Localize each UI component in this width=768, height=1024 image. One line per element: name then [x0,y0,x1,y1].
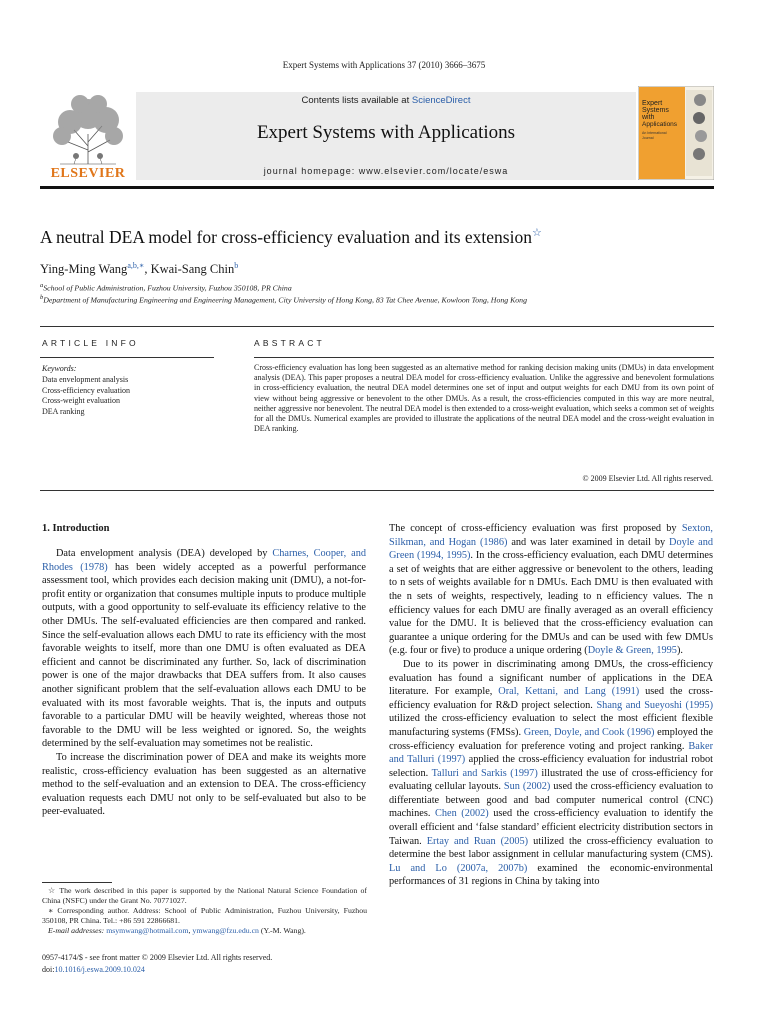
journal-title-band [136,92,636,180]
email-link[interactable]: ymwang@fzu.edu.cn [192,926,259,935]
journal-title: Expert Systems with Applications [256,122,516,143]
journal-cover-thumbnail [638,86,714,180]
citation-link[interactable]: Baker and Talluri (1997) [389,740,713,766]
text-run: ). [676,645,683,657]
text-run: Corresponding author. Address: School of Public Administration, Fuzhou University, Fuzhou 350108, PR China. Tel.: +86 591 22866681. [42,906,367,925]
cover-sub1: An International [642,131,667,135]
text-run: utilized the cross-efficiency evaluation to determine the best labor assignment in cellular manufacturing system (CMS). [389,835,714,861]
keyword: Cross-efficiency evaluation [42,385,131,395]
text-run: used the cross-efficiency evaluation to differentiate between good and bad computer numerical control (CNC) machines. [389,781,713,820]
text-run: The concept of cross-efficiency evaluation was first proposed by [389,523,682,534]
text-run: The work described in this paper is supported by the National Natural Science Foundation of China (NSFC) under the Grant No. 70771027. [42,886,367,905]
citation-link[interactable]: Doyle and Green (1994, 1995) [389,536,713,562]
abstract-rule [254,357,714,358]
author-name: Ying-Ming Wang [40,262,128,277]
doi-label: doi: [42,965,55,974]
citation-link[interactable]: Charnes, Cooper, and Rhodes (1978) [42,548,366,573]
citation-link[interactable]: Shang and Sueyoshi (1995) [596,699,714,711]
footnote-mark: ∗ [48,906,54,915]
paragraph: To increase the discrimination power of DEA and make its weights more realistic, cross-efficiency evaluation has been suggested as an alternative method to the self-evaluation and an extension to DEA. The cross-efficiency evaluation requests each DMU not only to be self-evaluated but also to be peer-evaluated. [42,751,366,818]
author-affiliation-marks[interactable]: a,b,∗ [127,261,145,270]
text-run: has been widely accepted as a powerful performance assessment tool, which provides each decision making unit (DMU), a not-for-profit entity or organization that consumes multiple inputs to produce multiple outputs, with a good opportunity to self-evaluate its efficiency relative to the other DMUs. The self-evaluated efficiencies are then compared and ranked. Since the self-evaluation allows each DMU to rate its efficiency with the most favorable weights to itself, more than one DMU is often evaluated as DEA efficient and cannot be discriminated any further. So, lack of discrimination power is one of the major drawbacks that DEA suffers from. It also causes another significant problem that the self-evaluation allows each DMU to be evaluated with its most favorable weights. That is, the inputs and outputs favorable to a particular DMU will be heavily weighted, whereas those not favorable to the DMU will be less weighted or ignored. So, the weights determined by the self-evaluation may sometimes not be realistic. [42,561,366,750]
text-run: used the cross-efficiency evaluation to identify the overall efficient and ‘false standard’ efficient electricity distribution sectors in Taiwan. [389,808,713,847]
keyword: Data envelopment analysis [42,375,129,384]
email-label: E-mail addresses: [48,926,105,935]
footnote-mark: ☆ [48,886,57,895]
cover-line3: with [642,114,655,121]
doi-line [42,965,145,974]
paragraph [389,658,713,889]
abstract-heading: ABSTRACT [254,338,325,348]
affiliation-b [40,294,527,305]
publisher-logo-text: ELSEVIER [50,166,126,181]
journal-cover-image [638,86,714,180]
footnote-funding [42,886,367,906]
issn-line: 0957-4174/$ - see front matter © 2009 Elsevier Ltd. All rights reserved. [42,953,273,962]
author-list [40,261,238,277]
affiliation-mark: b [40,294,44,301]
section-heading-introduction: 1. Introduction [42,523,110,534]
footnote-email [42,926,367,936]
citation-link[interactable]: Talluri and Sarkis (1997) [431,767,538,779]
article-info-heading: ARTICLE INFO [42,338,139,348]
text-run: , [188,926,193,935]
citation-link[interactable]: Green, Doyle, and Cook (1996) [523,726,655,738]
cover-line1: Expert [642,100,663,107]
author-name: Kwai-Sang Chin [150,262,235,277]
cover-line4: Applications [642,121,678,128]
text-run: utilized the cross-efficiency evaluation to select the most efficient flexible manufacturing systems (FMSs). [389,713,713,738]
article-title [40,226,542,248]
keywords-label: Keywords: [42,364,77,373]
text-run: Due to its power in discriminating among DMUs, the cross-efficiency evaluation has found a significant number of applications in the DEA literature. For example, [389,658,713,698]
citation-link[interactable]: Chen (2002) [435,808,489,820]
article-title-text: A neutral DEA model for cross-efficiency evaluation and its extension [40,226,532,247]
citation-link[interactable]: Sexton, Silkman, and Hogan (1986) [389,523,713,548]
text-run: used the cross-efficiency evaluation for R&D project selection. [389,686,713,711]
doi-link[interactable]: 10.1016/j.eswa.2009.10.024 [54,965,145,974]
masthead-rule [40,186,714,189]
title-footnote-mark[interactable]: ☆ [531,227,542,239]
footnote-corresponding [42,906,367,926]
citation-link[interactable]: Sun (2002) [503,781,551,793]
text-run: Data envelopment analysis (DEA) developed by [56,548,273,559]
affiliation-mark: a [40,282,44,289]
journal-homepage[interactable]: journal homepage: www.elsevier.com/locate/eswa [263,166,509,176]
cover-sub2: Journal [642,136,654,140]
contents-line [136,95,636,106]
text-run: and was later examined in detail by [507,536,670,548]
article-info-rule [40,357,214,358]
text-run: (Y.-M. Wang). [258,926,306,935]
right-column [389,522,713,889]
affiliation-text: Department of Manufacturing Engineering and Engineering Management, City University of Hong Kong, 83 Tat Chee Avenue, Kowloon Tong, Hong Kong [43,295,527,305]
footnotes [42,886,367,936]
citation-link[interactable]: Oral, Kettani, and Lang (1991) [498,686,640,698]
keyword: DEA ranking [42,406,85,416]
title-rule [40,326,714,327]
text-run: employed the cross-efficiency evaluation for preference voting and project ranking. [389,726,713,752]
citation-link[interactable]: Lu and Lo (2007a, 2007b) [389,862,528,874]
author-separator: , [144,262,151,277]
abstract-bottom-rule [40,490,714,491]
email-link[interactable]: msymwang@hotmail.com [106,926,189,935]
abstract-copyright: © 2009 Elsevier Ltd. All rights reserved. [582,474,713,483]
sciencedirect-link[interactable]: ScienceDirect [411,95,471,106]
footnote-rule [42,882,112,883]
text-run: illustrated the use of cross-efficiency for evaluating cellular layouts. [389,767,713,793]
contents-prefix: Contents lists available at [301,95,412,106]
affiliation-a [40,282,292,293]
text-run: examined the economic-environmental performances of 31 regions in China by taking into [389,862,713,888]
journal-masthead [40,84,714,182]
text-run: applied the cross-efficiency evaluation for industrial robot selection. [389,754,713,779]
cover-line2: Systems [642,107,669,114]
abstract-text: Cross-efficiency evaluation has long been suggested as an alternative method for ranking decision making units (DMUs) in data envelopment analysis (DEA). This paper proposes a neutral DEA model for cross-efficiency evaluation. Unlike the aggressive and benevolent formulations in cross-efficiency evaluation, the neutral DEA model determines one set of input and output weights for each DMU from its own point of view without being aggressive or benevolent to the other DMUs. As a result, the cross-efficiencies computed in this way are more neutral, neither aggressive nor benevolent. The neutral DEA model is then extended to a cross-weight evaluation, which seeks a common set of weights for all the DMUs. Numerical examples are provided to illustrate the applications of the neutral DEA model and the cross-weight evaluation in DEA ranking. [254,363,714,434]
keyword: Cross-weight evaluation [42,396,120,405]
journal-citation: Expert Systems with Applications 37 (2010) 3666–3675 [282,60,486,70]
left-column [42,547,366,819]
author-affiliation-marks[interactable]: b [234,261,239,270]
paragraph [389,522,713,658]
affiliation-text: School of Public Administration, Fuzhou University, Fuzhou 350108, PR China [43,283,292,293]
citation-link[interactable]: Ertay and Ruan (2005) [426,835,529,847]
paragraph [42,547,366,751]
citation-link[interactable]: Doyle & Green, 1995 [587,645,677,657]
text-run: . In the cross-efficiency evaluation, each DMU determines a set of weights that are either aggressive or benevolent to the others, leading to n sets of weights available for n DMUs. Each DMU is then evaluated with the n sets of weights, respectively, leading to n efficiency values. The n efficiency values for each DMU are finally averaged as an overall efficiency value for the DMU. It is believed that the cross-efficiency evaluation can guarantee a unique ordering for the DMUs and can be used with few DMUs (e.g. four or five) to produce a unique ordering ( [389,550,713,657]
